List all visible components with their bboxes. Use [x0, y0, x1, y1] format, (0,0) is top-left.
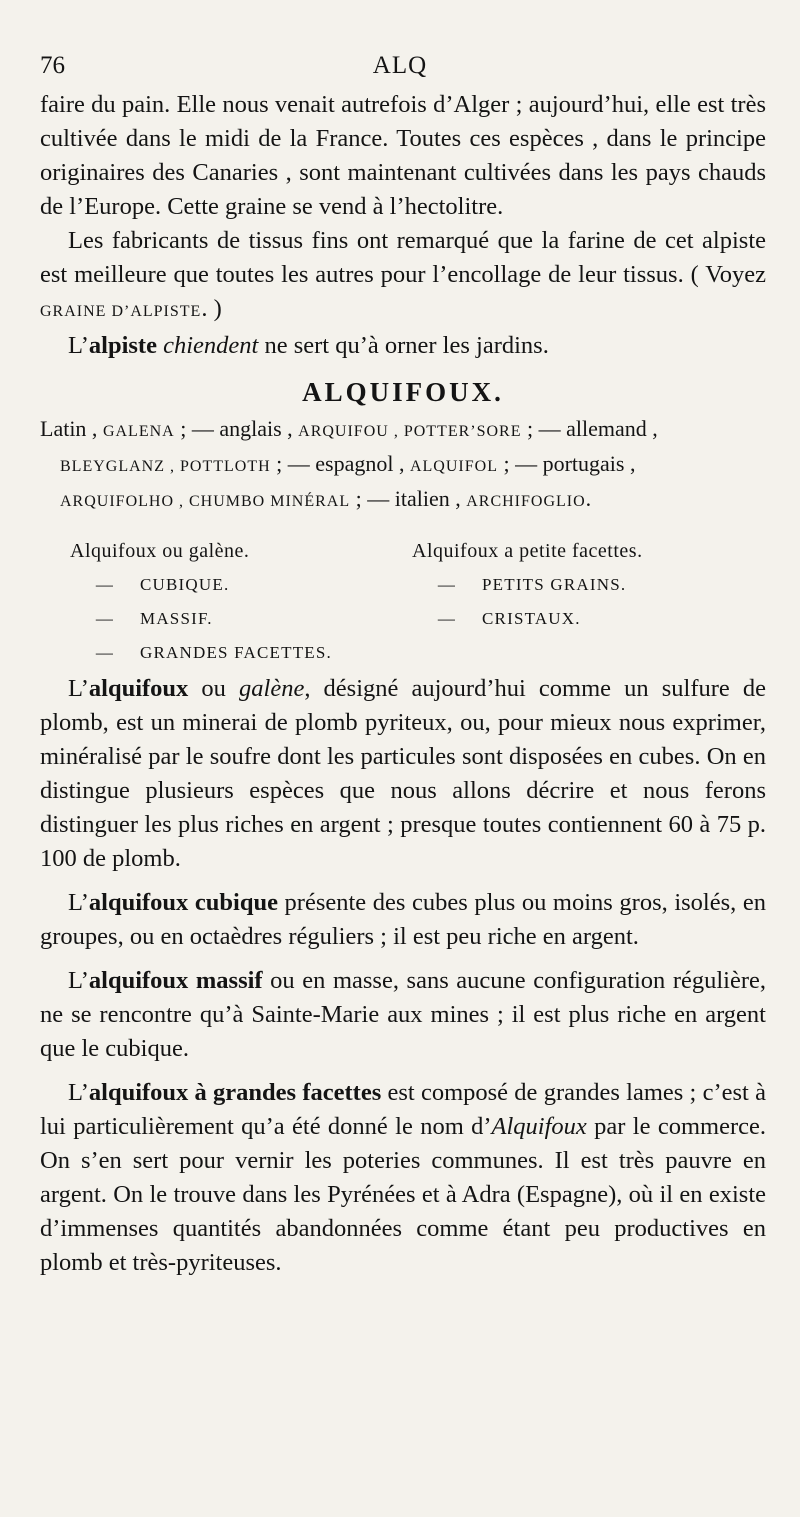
variety-item: — PETITS GRAINS.: [437, 575, 627, 594]
paragraph-cubique: L’alquifoux cubique présente des cubes plus ou moins gros, isolés, en groupes, ou en octaèdres réguliers ; il est peu riche en argent.: [40, 889, 766, 950]
synonyms-block: [40, 413, 766, 518]
page-number: 76: [40, 52, 65, 79]
italic-term: chiendent: [163, 332, 259, 359]
variety-heading: Alquifoux a petite facettes.: [412, 540, 643, 562]
italic-term: galène: [239, 675, 305, 702]
section-title: ALQUIFOUX.: [302, 377, 504, 407]
running-head: ALQ: [372, 52, 428, 79]
entry-term: alquifoux cubique: [88, 889, 278, 916]
variety-item: — CRISTAUX.: [437, 609, 581, 628]
variety-item: — CUBIQUE.: [95, 575, 230, 594]
paragraph-chiendent: L’alpiste chiendent ne sert qu’à orner les jardins.: [68, 332, 549, 359]
paragraph-massif: L’alquifoux massif ou en masse, sans aucune configuration régulière, ne se rencontre qu’à Sainte-Marie aux mines ; il est plus riche en argent que le cubique.: [40, 967, 767, 1062]
entry-term: alquifoux massif: [88, 967, 263, 994]
synonyms-line: Latin , GALENA ; — anglais , ARQUIFOU , POTTER’SORE ; — allemand ,: [40, 416, 658, 441]
page-header: [40, 52, 760, 82]
varieties-left-column: [70, 534, 332, 670]
variety-item: — MASSIF.: [95, 609, 213, 628]
synonyms-line: BLEYGLANZ , POTTLOTH ; — espagnol , ALQUIFOL ; — portugais ,: [60, 451, 636, 476]
paragraph-facettes: L’alquifoux à grandes facettes est composé de grandes lames ; c’est à lui particulièrement qu’a été donné le nom d’Alquifoux par le commerce. On s’en sert pour vernir les poteries communes. Il est très pauvre en argent. On le trouve dans les Pyrénées et à Adra (Espagne), où il en existe d’immenses quantités abandonnées comme étant peu productives en plomb et très-pyriteuses.: [40, 1079, 766, 1276]
synonyms-line: ARQUIFOLHO , CHUMBO MINÉRAL ; — italien , ARCHIFOGLIO.: [60, 486, 592, 511]
entry-term: alquifoux à grandes facettes: [88, 1079, 382, 1106]
page-body: [40, 88, 766, 1280]
entry-term: alpiste: [88, 332, 157, 359]
paragraph-pain: faire du pain. Elle nous venait autrefois d’Alger ; aujourd’hui, elle est très cultivée dans le midi de la France. Toutes ces espèces , dans le principe originaires des Canaries , sont maintenant cultivées dans les pays chauds de l’Europe. Cette graine se vend à l’hectolitre.: [40, 91, 766, 220]
italic-term: Alquifoux: [491, 1113, 587, 1140]
paragraph-fabricants: Les fabricants de tissus fins ont remarqué que la farine de cet alpiste est meilleure que toutes les autres pour l’encollage de leur tissus. ( Voyez GRAINE D’ALPISTE. ): [40, 227, 766, 322]
paragraph-galene: L’alquifoux ou galène, désigné aujourd’hui comme un sulfure de plomb, est un minerai de plomb pyriteux, ou, pour mieux nous exprimer, minéralisé par le soufre dont les particules sont disposées en cubes. On en distingue plusieurs espèces que nous allons décrire et nous ferons distinguer les plus riches en argent ; presque toutes contiennent 60 à 75 p. 100 de plomb.: [40, 675, 767, 872]
entry-term: alquifoux: [88, 675, 189, 702]
varieties-right-column: [412, 534, 643, 636]
cross-reference: GRAINE D’ALPISTE: [40, 303, 202, 320]
variety-heading: Alquifoux ou galène.: [70, 540, 250, 562]
varieties-list: [40, 534, 766, 666]
variety-item: — GRANDES FACETTES.: [95, 643, 332, 662]
